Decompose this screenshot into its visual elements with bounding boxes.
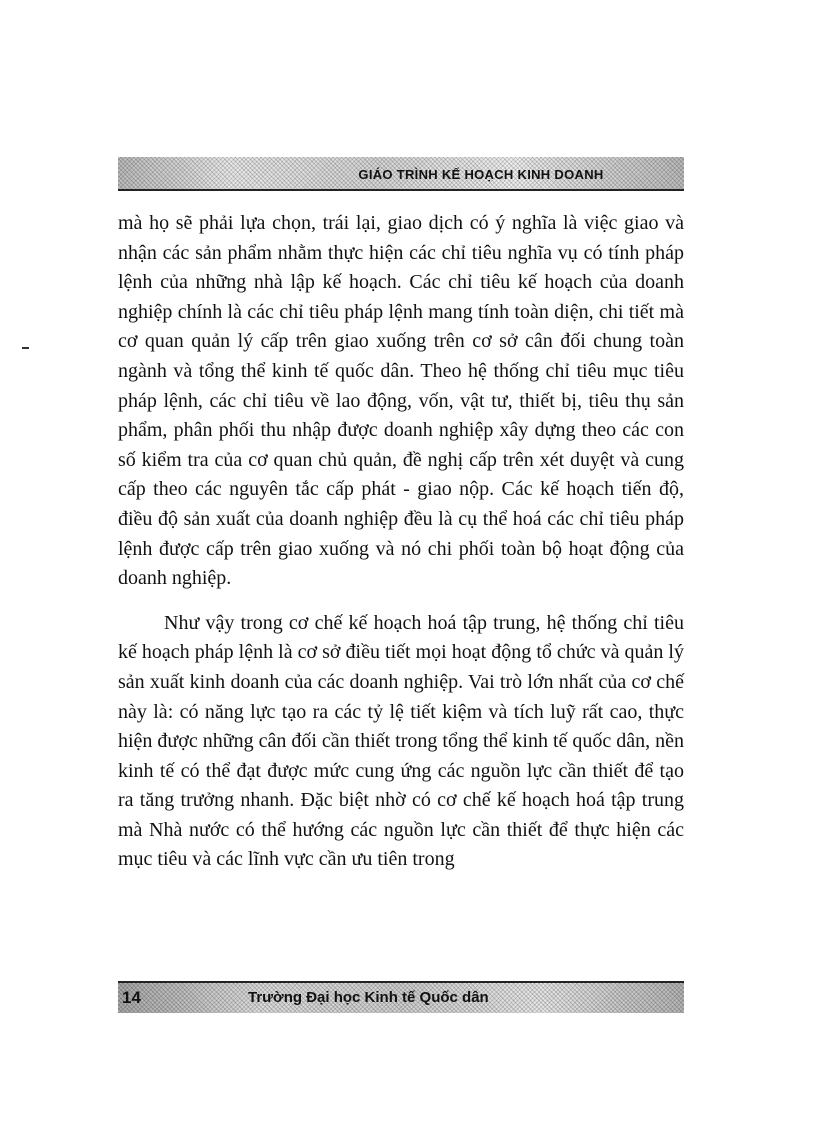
page-footer	[118, 981, 684, 1013]
header-title: GIÁO TRÌNH KẾ HOẠCH KINH DOANH	[358, 167, 604, 182]
paragraph-2: Như vậy trong cơ chế kế hoạch hoá tập trung, hệ thống chỉ tiêu kế hoạch pháp lệnh là cơ sở điều tiết mọi hoạt động tổ chức và quản lý sản xuất kinh doanh của các doanh nghiệp. Vai trò lớn nhất của cơ chế này là: có năng lực tạo ra các tỷ lệ tiết kiệm và tích luỹ rất cao, thực hiện được những cân đối cần thiết trong tổng thể kinh tế quốc dân, nền kinh tế có thể đạt được mức cung ứng các nguồn lực cần thiết để tạo ra tăng trưởng nhanh. Đặc biệt nhờ có cơ chế kế hoạch hoá tập trung mà Nhà nước có thể hướng các nguồn lực cần thiết để thực hiện các mục tiêu và các lĩnh vực cần ưu tiên trong	[118, 611, 685, 871]
page-number: 14	[122, 988, 141, 1007]
page-header	[118, 157, 684, 191]
margin-mark	[22, 347, 29, 349]
paragraph-1: mà họ sẽ phải lựa chọn, trái lại, giao dịch có ý nghĩa là việc giao và nhận các sản phẩm nhằm thực hiện các chỉ tiêu nghĩa vụ có tính pháp lệnh của những nhà lập kế hoạch. Các chỉ tiêu kế hoạch của doanh nghiệp chính là các chỉ tiêu pháp lệnh mang tính toàn diện, chi tiết mà cơ quan quản lý cấp trên giao xuống trên cơ sở cân đối chung toàn ngành và tổng thể kinh tế quốc dân. Theo hệ thống chỉ tiêu mục tiêu pháp lệnh, các chỉ tiêu về lao động, vốn, vật tư, thiết bị, tiêu thụ sản phẩm, phân phối thu nhập được doanh nghiệp xây dựng theo các con số kiểm tra của cơ quan chủ quản, đề nghị cấp trên xét duyệt và cung cấp theo các nguyên tắc cấp phát - giao nộp. Các kế hoạch tiến độ, điều độ sản xuất của doanh nghiệp đều là cụ thể hoá các chỉ tiêu pháp lệnh được cấp trên giao xuống và nó chi phối toàn bộ hoạt động của doanh nghiệp.	[118, 212, 684, 590]
footer-text: Trường Đại học Kinh tế Quốc dân	[248, 989, 489, 1006]
body-text	[118, 209, 684, 875]
